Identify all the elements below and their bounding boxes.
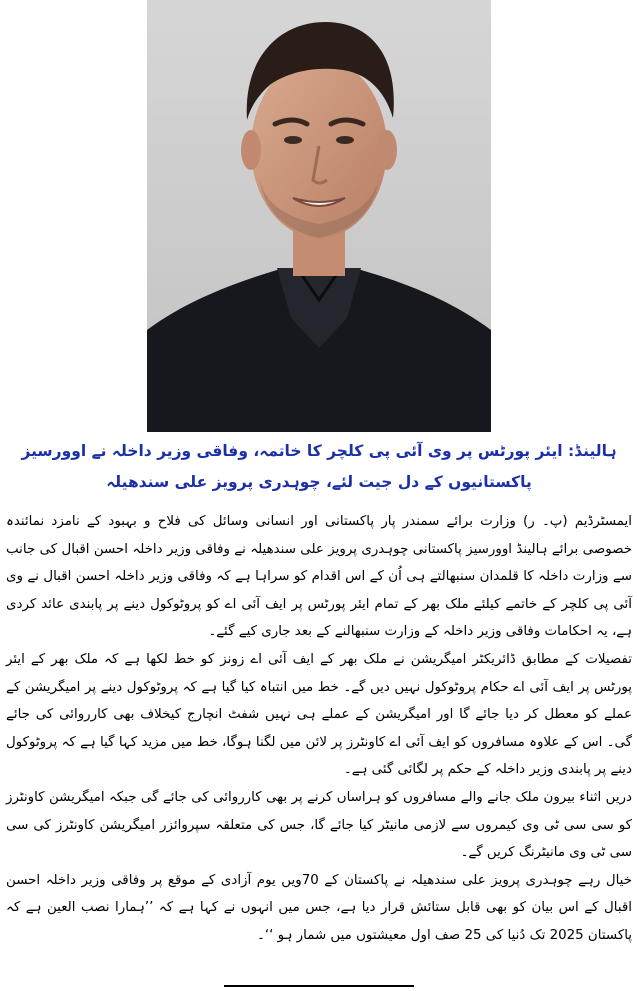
portrait-image: [147, 0, 491, 432]
article-headline: ہالینڈ: ایئر پورٹس پر وی آئی پی کلچر کا خاتمہ، وفاقی وزیر داخلہ نے اوورسیز پاکستانیوں کے دل جیت لئے، چوہدری پرویز علی سندھیلہ: [21, 442, 617, 491]
article-paragraph: ایمسٹرڈیم (پ۔ ر) وزارت برائے سمندر پار پاکستانی اور انسانی وسائل کی فلاح و بہبود کے نامزد نمائندہ خصوصی برائے ہالینڈ اوورسیز پاکستانی چوہدری پرویز علی سندھیلہ نے وفاقی وزیر داخلہ احسن اقبال کی جانب سے وزارت داخلہ کا قلمدان سنبھالتے ہی اُن کے اس اقدام کو سراہا ہے کہ وفاقی وزیر داخلہ احسن اقبال نے وی آئی پی کلچر کے خاتمے کیلئے ملک بھر کے تمام ایئر پورٹس پر ایف آئی اے کو پروٹوکول دینے پر پابندی عائد کردی ہے، یہ احکامات وفاقی وزیر داخلہ کے وزارت سنبھالنے کے بعد جاری کیے گئے۔: [6, 514, 632, 640]
article-body: [6, 508, 632, 950]
article-paragraph: تفصیلات کے مطابق ڈائریکٹر امیگریشن نے ملک بھر کے ایف آئی اے زونز کو خط لکھا ہے کہ ملک بھر کے ایئر پورٹس پر ایف آئی اے حکام پروٹوکول نہیں دیں گے۔ خط میں انتباہ کیا گیا ہے کہ پروٹوکول دینے پر امیگریشن کے عملے کو معطل کر دیا جائے گا اور امیگریشن کے عملے ہی نہیں شفٹ انچارج کیخلاف بھی کارروائی کی جائے گی۔ اس کے علاوہ مسافروں کو ایف آئی اے کاونٹرز پر لائن میں لگنا ہوگا، خط میں مزید کہا گیا ہے کہ پروٹوکول دینے پر پابندی وزیر داخلہ کے حکم پر لگائی گئی ہے۔: [6, 651, 632, 778]
article-paragraph: دریں اثناء بیرون ملک جانے والے مسافروں کو ہراساں کرنے پر بھی کارروائی کی جائے گی جبکہ امیگریشن کاونٹرز کو سی سی ٹی وی کیمروں سے لازمی مانیٹر کیا جائے گا، جس کی متعلقہ سپروائزر امیگریشن کاونٹرز کی سی سی ٹی وی مانیٹرنگ کریں گے۔: [6, 789, 632, 861]
article-paragraph: خیال رہے چوہدری پرویز علی سندھیلہ نے پاکستان کے 70ویں یوم آزادی کے موقع پر وفاقی وزیر داخلہ احسن اقبال کے اس بیان کو بھی قابل ستائش قرار دیا ہے، جس میں انہوں نے کہا ہے کہ ’’ہمارا نصب العین ہے کہ پاکستان 2025 تک دُنیا کی 25 صف اول معیشتوں میں شمار ہو ‘‘۔: [6, 872, 632, 943]
footer-divider: [224, 985, 414, 987]
article-photo: [147, 0, 491, 432]
